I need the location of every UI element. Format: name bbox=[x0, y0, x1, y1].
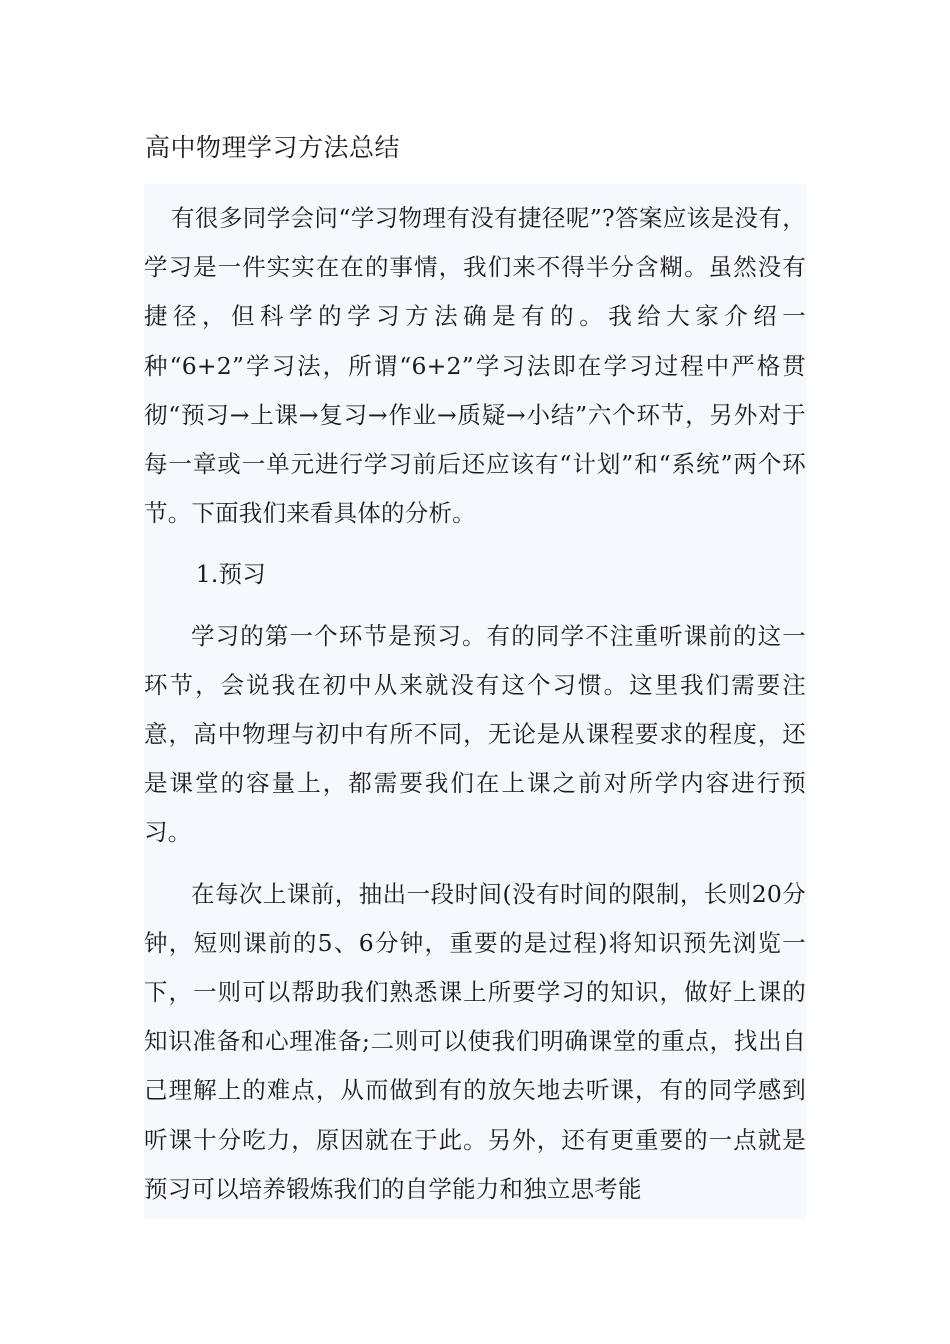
preview-paragraph-1: 学习的第一个环节是预习。有的同学不注重听课前的这一环节，会说我在初中从来就没有这个习惯。这里我们需要注意，高中物理与初中有所不同，无论是从课程要求的程度，还是课堂的容量上，都需要我们在上课之前对所学内容进行预习。 bbox=[144, 621, 806, 847]
document-title: 高中物理学习方法总结 bbox=[145, 133, 401, 162]
preview-paragraph-2: 在每次上课前，抽出一段时间(没有时间的限制，长则20分钟，短则课前的5、6分钟，重要的是过程)将知识预先浏览一下，一则可以帮助我们熟悉课上所要学习的知识，做好上课的知识准备和心理准备;二则可以使我们明确课堂的重点，找出自己理解上的难点，从而做到有的放矢地去听课，有的同学感到听课十分吃力，原因就在于此。另外，还有更重要的一点就是预习可以培养锻炼我们的自学能力和独立思考能 bbox=[144, 879, 806, 1203]
section-heading-preview: 1.预习 bbox=[195, 560, 266, 589]
intro-paragraph: 有很多同学会问“学习物理有没有捷径呢”?答案应该是没有，学习是一件实实在在的事情，我们来不得半分含糊。虽然没有捷径，但科学的学习方法确是有的。我给大家介绍一种“6+2”学习法，所谓“6+2”学习法即在学习过程中严格贯彻“预习→上课→复习→作业→质疑→小结”六个环节，另外对于每一章或一单元进行学习前后还应该有“计划”和“系统”两个环节。下面我们来看具体的分析。 bbox=[144, 204, 806, 528]
article-body bbox=[144, 184, 806, 1219]
